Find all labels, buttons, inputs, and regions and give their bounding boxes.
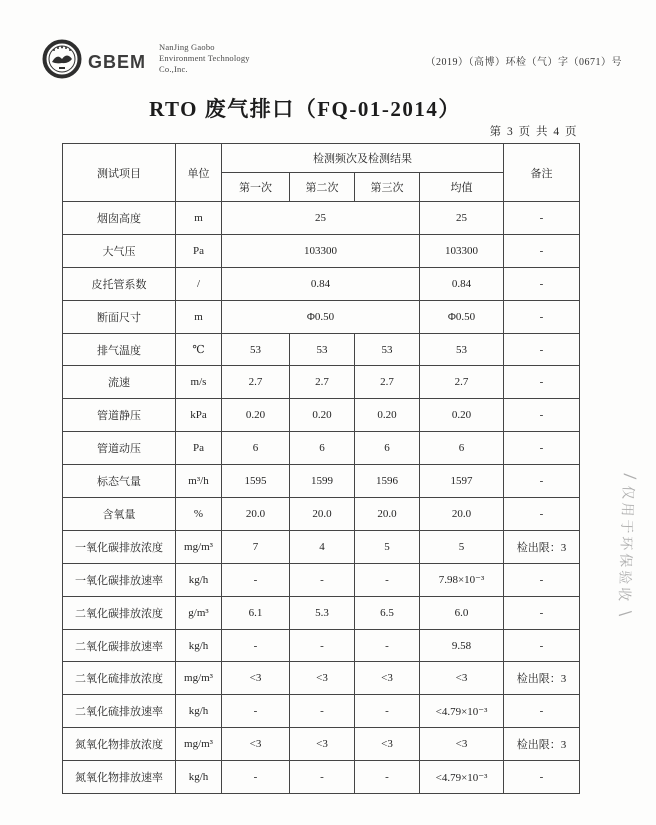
- row-note: -: [504, 432, 580, 465]
- row-mean-value: <3: [420, 662, 504, 695]
- row-item-label: 一氧化碳排放速率: [63, 563, 176, 596]
- row-mean-value: 6.0: [420, 596, 504, 629]
- row-item-label: 二氧化硫排放浓度: [63, 662, 176, 695]
- company-name-line1: NanJing Gaobo: [159, 42, 215, 52]
- row-run-3: -: [355, 563, 420, 596]
- row-run-2: -: [290, 629, 355, 662]
- row-run-2: 6: [290, 432, 355, 465]
- table-row: [63, 728, 580, 761]
- row-item-label: 含氧量: [63, 498, 176, 531]
- row-unit: m/s: [176, 366, 222, 399]
- results-tbody: [63, 202, 580, 794]
- logo-acronym: GBEM: [88, 52, 146, 72]
- table-row: [63, 432, 580, 465]
- row-run-3: <3: [355, 662, 420, 695]
- row-run-1: 20.0: [222, 498, 290, 531]
- row-note: -: [504, 366, 580, 399]
- table-row: [63, 300, 580, 333]
- row-unit: kg/h: [176, 629, 222, 662]
- row-run-2: <3: [290, 728, 355, 761]
- row-run-1: <3: [222, 662, 290, 695]
- results-table: [62, 143, 580, 794]
- table-row: [63, 333, 580, 366]
- company-name: [159, 42, 250, 75]
- col-header-run2: 第二次: [290, 173, 355, 202]
- row-run-3: 53: [355, 333, 420, 366]
- table-row: [63, 695, 580, 728]
- row-note: -: [504, 761, 580, 794]
- row-run-3: 20.0: [355, 498, 420, 531]
- table-row: [63, 267, 580, 300]
- row-run-2: 1599: [290, 465, 355, 498]
- row-note: -: [504, 333, 580, 366]
- row-note: -: [504, 234, 580, 267]
- row-merged-value: 103300: [222, 234, 420, 267]
- gbem-logo-icon: [42, 39, 82, 79]
- page-title: RTO 废气排口（FQ-01-2014）: [149, 97, 461, 121]
- row-note: -: [504, 498, 580, 531]
- row-run-1: 2.7: [222, 366, 290, 399]
- row-unit: mg/m³: [176, 530, 222, 563]
- row-run-3: 2.7: [355, 366, 420, 399]
- row-merged-value: Φ0.50: [222, 300, 420, 333]
- row-run-2: 20.0: [290, 498, 355, 531]
- row-run-1: -: [222, 563, 290, 596]
- table-row: [63, 662, 580, 695]
- row-note: -: [504, 202, 580, 235]
- row-unit: kg/h: [176, 695, 222, 728]
- table-row: [63, 563, 580, 596]
- row-mean-value: 1597: [420, 465, 504, 498]
- row-item-label: 断面尺寸: [63, 300, 176, 333]
- report-number: （2019）（高博）环检（气）字（0671）号: [425, 57, 622, 68]
- row-item-label: 二氧化碳排放速率: [63, 629, 176, 662]
- row-note: -: [504, 629, 580, 662]
- row-unit: kPa: [176, 399, 222, 432]
- row-item-label: 标态气量: [63, 465, 176, 498]
- row-run-2: 4: [290, 530, 355, 563]
- stamp-lead-mark: /: [618, 473, 640, 480]
- row-item-label: 氮氧化物排放速率: [63, 761, 176, 794]
- row-item-label: 皮托管系数: [63, 267, 176, 300]
- row-item-label: 烟囱高度: [63, 202, 176, 235]
- table-row: [63, 399, 580, 432]
- row-run-1: -: [222, 695, 290, 728]
- row-mean-value: <4.79×10⁻³: [420, 695, 504, 728]
- col-header-run3: 第三次: [355, 173, 420, 202]
- row-run-1: 0.20: [222, 399, 290, 432]
- row-note: -: [504, 596, 580, 629]
- row-note: 检出限：3: [504, 530, 580, 563]
- row-item-label: 排气温度: [63, 333, 176, 366]
- row-mean-value: 7.98×10⁻³: [420, 563, 504, 596]
- row-run-2: 2.7: [290, 366, 355, 399]
- edge-stamp: [616, 473, 640, 652]
- row-unit: Pa: [176, 234, 222, 267]
- row-mean-value: 53: [420, 333, 504, 366]
- stamp-tail-mark: \: [614, 610, 636, 617]
- row-unit: g/m³: [176, 596, 222, 629]
- row-item-label: 大气压: [63, 234, 176, 267]
- row-run-2: -: [290, 563, 355, 596]
- row-mean-value: 103300: [420, 234, 504, 267]
- row-mean-value: Φ0.50: [420, 300, 504, 333]
- row-note: -: [504, 465, 580, 498]
- row-mean-value: 0.84: [420, 267, 504, 300]
- row-run-1: 53: [222, 333, 290, 366]
- row-run-3: 5: [355, 530, 420, 563]
- row-unit: m: [176, 300, 222, 333]
- row-note: -: [504, 399, 580, 432]
- row-unit: mg/m³: [176, 728, 222, 761]
- company-name-line2: Environment Technology: [159, 53, 250, 63]
- row-run-3: 6.5: [355, 596, 420, 629]
- row-run-2: -: [290, 695, 355, 728]
- row-run-2: 53: [290, 333, 355, 366]
- row-run-3: -: [355, 629, 420, 662]
- row-run-3: 6: [355, 432, 420, 465]
- row-run-1: -: [222, 761, 290, 794]
- row-run-3: 0.20: [355, 399, 420, 432]
- row-unit: kg/h: [176, 563, 222, 596]
- row-run-2: <3: [290, 662, 355, 695]
- row-mean-value: 6: [420, 432, 504, 465]
- col-header-item: 测试项目: [63, 144, 176, 202]
- row-unit: %: [176, 498, 222, 531]
- table-row: [63, 761, 580, 794]
- row-mean-value: <3: [420, 728, 504, 761]
- stamp-text: 仅用于环保验收: [615, 485, 635, 605]
- row-merged-value: 0.84: [222, 267, 420, 300]
- row-run-3: -: [355, 761, 420, 794]
- table-row: [63, 530, 580, 563]
- table-row: [63, 465, 580, 498]
- row-note: 检出限：3: [504, 662, 580, 695]
- row-unit: mg/m³: [176, 662, 222, 695]
- row-run-3: -: [355, 695, 420, 728]
- row-item-label: 氮氧化物排放浓度: [63, 728, 176, 761]
- table-row: [63, 629, 580, 662]
- row-run-3: 1596: [355, 465, 420, 498]
- row-item-label: 二氧化硫排放速率: [63, 695, 176, 728]
- row-run-3: <3: [355, 728, 420, 761]
- row-note: -: [504, 267, 580, 300]
- row-run-2: -: [290, 761, 355, 794]
- row-run-1: -: [222, 629, 290, 662]
- table-header-row-1: [63, 144, 580, 173]
- row-item-label: 一氧化碳排放浓度: [63, 530, 176, 563]
- table-row: [63, 498, 580, 531]
- col-header-run1: 第一次: [222, 173, 290, 202]
- row-item-label: 管道静压: [63, 399, 176, 432]
- row-mean-value: 5: [420, 530, 504, 563]
- table-row: [63, 596, 580, 629]
- row-run-2: 0.20: [290, 399, 355, 432]
- row-mean-value: <4.79×10⁻³: [420, 761, 504, 794]
- row-item-label: 二氧化碳排放浓度: [63, 596, 176, 629]
- row-mean-value: 25: [420, 202, 504, 235]
- row-mean-value: 9.58: [420, 629, 504, 662]
- row-unit: m³/h: [176, 465, 222, 498]
- row-note: -: [504, 695, 580, 728]
- row-merged-value: 25: [222, 202, 420, 235]
- col-header-unit: 单位: [176, 144, 222, 202]
- col-header-group: 检测频次及检测结果: [222, 144, 504, 173]
- row-run-2: 5.3: [290, 596, 355, 629]
- row-run-1: 6: [222, 432, 290, 465]
- row-unit: ℃: [176, 333, 222, 366]
- table-row: [63, 366, 580, 399]
- row-unit: Pa: [176, 432, 222, 465]
- row-unit: /: [176, 267, 222, 300]
- row-mean-value: 2.7: [420, 366, 504, 399]
- col-header-mean: 均值: [420, 173, 504, 202]
- row-run-1: 6.1: [222, 596, 290, 629]
- col-header-note: 备注: [504, 144, 580, 202]
- row-unit: m: [176, 202, 222, 235]
- circular-emblem-icon: [42, 39, 82, 79]
- row-note: -: [504, 563, 580, 596]
- row-run-1: 1595: [222, 465, 290, 498]
- row-mean-value: 0.20: [420, 399, 504, 432]
- row-mean-value: 20.0: [420, 498, 504, 531]
- table-row: [63, 202, 580, 235]
- row-note: 检出限：3: [504, 728, 580, 761]
- row-item-label: 流速: [63, 366, 176, 399]
- row-item-label: 管道动压: [63, 432, 176, 465]
- row-note: -: [504, 300, 580, 333]
- row-unit: kg/h: [176, 761, 222, 794]
- company-name-line3: Co.,Inc.: [159, 64, 188, 74]
- row-run-1: <3: [222, 728, 290, 761]
- table-row: [63, 234, 580, 267]
- page-indicator: 第 3 页 共 4 页: [489, 126, 578, 138]
- row-run-1: 7: [222, 530, 290, 563]
